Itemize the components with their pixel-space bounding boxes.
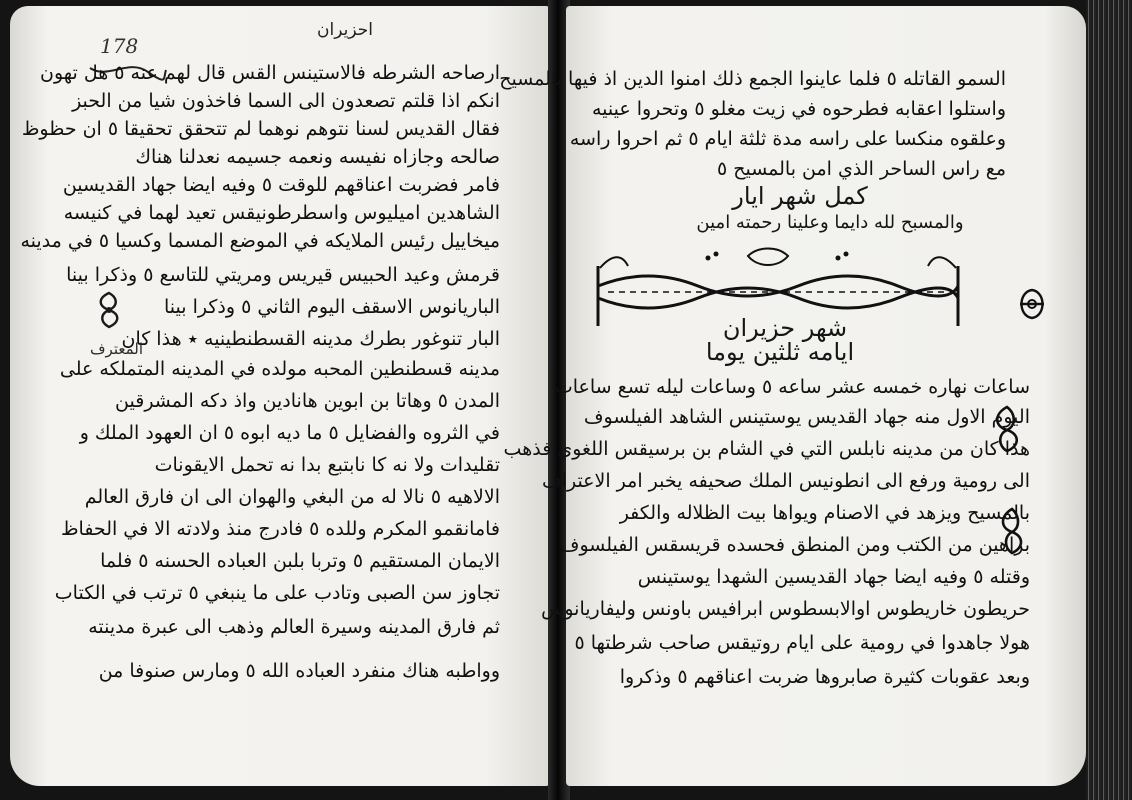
left-line-10: البار تنوغور بطرك مدينه القسطنطينيه ٭ هذا كان [121, 328, 500, 350]
month-days: ايامه ثلثين يوما [705, 338, 855, 366]
running-head: احزيران [317, 20, 373, 40]
left-line-12: المدن ٥ وهاتا بن ابوين هانادين واذ دكه المشرقين [115, 390, 500, 412]
left-line-9: الباريانوس الاسقف اليوم الثاني ٥ وذكرا بينا [163, 296, 500, 318]
left-margin-knot-ornament [94, 290, 124, 330]
right-body-line-10: وبعد عقوبات كثيرة صابروها ضربت اعناقهم ٥ وذكروا [619, 666, 1030, 688]
right-body-line-8: حريطون خاريطوس اوالابسطوس ابرافيس باونس وليفاريانوس [541, 598, 1030, 620]
book-page-edges [1086, 0, 1132, 800]
margin-note: المعترف [90, 340, 143, 358]
left-line-2: انكم اذا قلتم تصعدون الى السما فاخذون شيا من الحبز [72, 90, 500, 112]
left-line-5: فامر فضربت اعناقهم للوقت ٥ وفيه ايضا جهاد القديسين [62, 174, 500, 196]
colophon-line-2: والمسبح لله دايما وعلينا رحمته امين [696, 212, 964, 233]
left-line-1: ارصاحه الشرطه فالاستينس القس قال لهم عنه ٥ هل تهون [39, 62, 500, 84]
folio-number: 178 [100, 34, 139, 58]
right-body-line-3: هذا كان من مدينه نابلس التي في الشام بن برسيقس اللغوي فذهب [503, 438, 1030, 460]
right-body-line-5: بالمسيح ويزهد في الاصنام ويواها بيت الظلاله والكفر [619, 502, 1030, 524]
left-line-3: فقال القديس لسنا نتوهم نوهما لم تتحقق تحقيقا ٥ ان حظوظ [21, 118, 500, 140]
right-body-line-7: وقتله ٥ وفيه ايضا جهاد القديسين الشهدا يوستينس [637, 566, 1030, 588]
left-line-19: ثم فارق المدينه وسيرة العالم وذهب الى عبرة مدينته [88, 616, 500, 638]
left-line-6: الشاهدين اميليوس واسطرطونيقس تعيد لهما في كنيسه [63, 202, 500, 224]
right-body-line-4: الى رومية ورفع الى انطونيس الملك صحيفه يخبر امر الاعتراف [541, 470, 1030, 492]
right-top-line-4: مع راس الساحر الذي امن بالمسيح ٥ [716, 158, 1006, 180]
right-margin-knot-ornament-3 [996, 506, 1028, 556]
left-line-4: صالحه وجازاه نفيسه ونعمه جسيمه نعدلنا هناك [135, 146, 500, 168]
right-margin-knot-ornament-1 [1012, 286, 1052, 322]
left-line-8: قرمش وعيد الحبيس قيريس ومريتي للتاسع ٥ وذكرا بينا [66, 264, 500, 286]
right-body-line-9: هولا جاهدوا في رومية على ايام روتيقس صاحب شرطتها ٥ [574, 632, 1030, 654]
left-line-7: ميخاييل رئيس الملايكه في الموضع المسما وكسيا ٥ في مدينه [20, 230, 500, 252]
right-top-line-1: السمو القاتله ٥ فلما عاينوا الجمع ذلك امنوا الدين اذ فيها بالمسيح [499, 68, 1006, 90]
left-line-13: في الثروه والفضايل ٥ ما ديه ابوه ٥ ان العهود الملك و [79, 422, 500, 444]
right-margin-knot-ornament-2 [990, 404, 1024, 454]
right-body-line-6: براهين من الكتب ومن المنطق فحسده قريسقس الفيلسوف [559, 534, 1030, 556]
right-top-line-3: وعلقوه منكسا على راسه مدة ثلثة ايام ٥ ثم احروا راسه [569, 128, 1006, 150]
left-line-16: فامانقمو المكرم وللده ٥ فادرج منذ ولادته الا في الحفاظ [60, 518, 500, 540]
left-line-14: تقليدات ولا نه كا نابتبع بدا نه تحمل الايقونات [154, 454, 500, 476]
right-top-line-2: واستلوا اعقابه فطرحوه في زيت مغلو ٥ وتحروا عينيه [591, 98, 1006, 120]
left-line-11: مدينه قسطنطين المحبه مولده في المدينه المتملكه على [59, 358, 500, 380]
colophon-line-1: كمل شهر ايار [732, 182, 868, 210]
right-body-line-2: اليوم الاول منه جهاد القديس يوستينس الشاهد الفيلسوف [583, 406, 1030, 428]
right-body-line-1: ساعات نهاره خمسه عشر ساعه ٥ وساعات ليله تسع ساعات [554, 376, 1030, 398]
left-line-15: الالاهيه ٥ نالا له من البغي والهوان الى ان فارق العالم [84, 486, 500, 508]
month-title: شهر حزيران [722, 314, 848, 342]
left-line-20: وواطبه هناك منفرد العباده الله ٥ ومارس صنوفا من [98, 660, 500, 682]
left-line-18: تجاوز سن الصبى وتادب على ما ينبغي ٥ ترتب في الكتاب [54, 582, 500, 604]
left-line-17: الايمان المستقيم ٥ وتربا بلبن العباده الحسنه ٥ فلما [100, 550, 500, 572]
